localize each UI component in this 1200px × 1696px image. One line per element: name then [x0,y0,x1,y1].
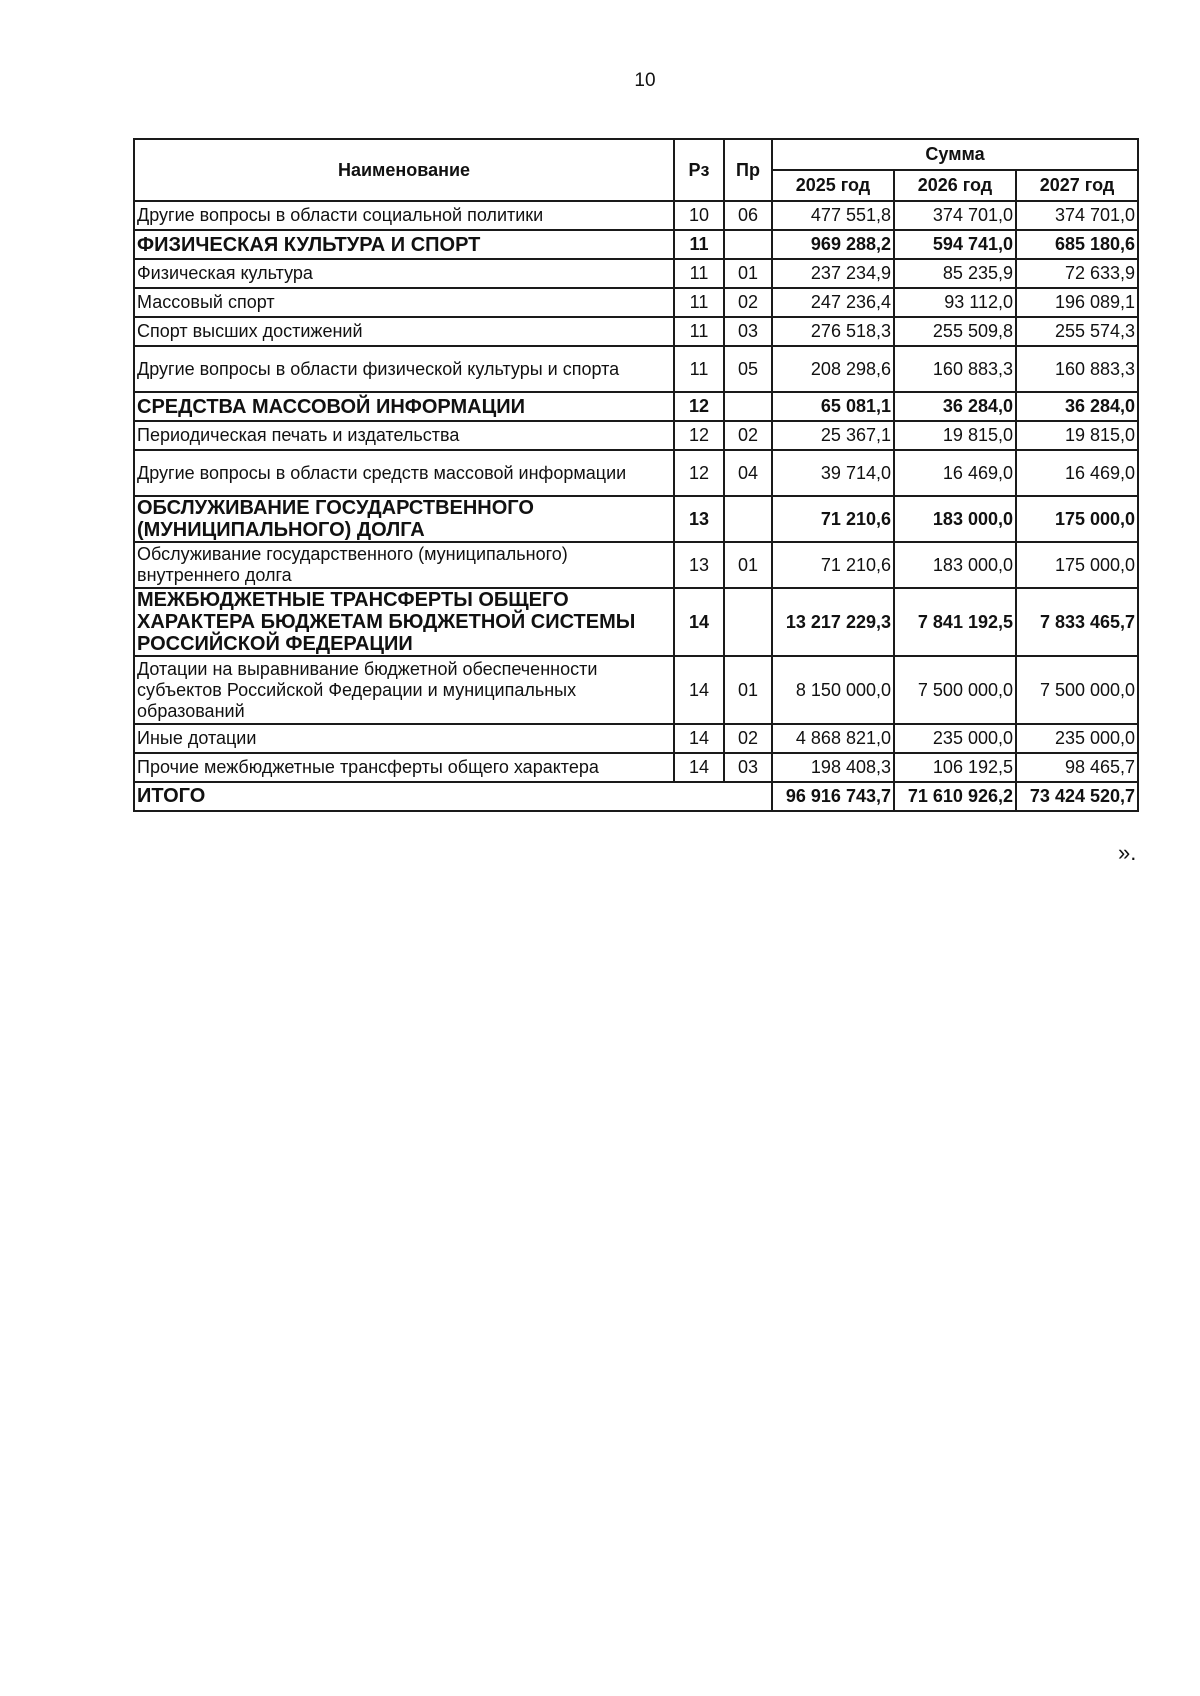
row-rz: 14 [674,656,724,724]
row-rz: 14 [674,588,724,656]
row-value-2025: 39 714,0 [772,450,894,496]
table-row [134,724,1138,753]
row-name: Массовый спорт [134,288,674,317]
row-value-2025: 969 288,2 [772,230,894,259]
row-value-2025: 71 210,6 [772,496,894,542]
section-row [134,496,1138,542]
row-pr: 06 [724,201,772,230]
header-sum: Сумма [772,139,1138,170]
row-name: ФИЗИЧЕСКАЯ КУЛЬТУРА И СПОРТ [134,230,674,259]
row-value-2027: 175 000,0 [1016,542,1138,588]
row-value-2026: 19 815,0 [894,421,1016,450]
row-name: Другие вопросы в области средств массовой информации [134,450,674,496]
table-row [134,542,1138,588]
row-pr: 01 [724,542,772,588]
row-value-2026: 7 841 192,5 [894,588,1016,656]
row-value-2025: 71 210,6 [772,542,894,588]
section-row [134,588,1138,656]
table-header [134,139,1138,201]
row-rz: 12 [674,450,724,496]
row-name: Обслуживание государственного (муниципального) внутреннего долга [134,542,674,588]
row-rz: 14 [674,724,724,753]
total-label: ИТОГО [134,782,772,811]
table-body [134,201,1138,782]
row-rz: 12 [674,421,724,450]
row-value-2027: 196 089,1 [1016,288,1138,317]
row-name: ОБСЛУЖИВАНИЕ ГОСУДАРСТВЕННОГО (МУНИЦИПАЛЬНОГО) ДОЛГА [134,496,674,542]
header-year-2025: 2025 год [772,170,894,201]
row-name: Дотации на выравнивание бюджетной обеспеченности субъектов Российской Федерации и муниципальных образований [134,656,674,724]
header-year-2027: 2027 год [1016,170,1138,201]
total-value-2026: 71 610 926,2 [894,782,1016,811]
row-name: Периодическая печать и издательства [134,421,674,450]
row-value-2025: 8 150 000,0 [772,656,894,724]
row-pr: 02 [724,288,772,317]
row-value-2026: 235 000,0 [894,724,1016,753]
table-row [134,346,1138,392]
section-row [134,230,1138,259]
row-name: Другие вопросы в области социальной политики [134,201,674,230]
row-name: Спорт высших достижений [134,317,674,346]
row-value-2027: 685 180,6 [1016,230,1138,259]
row-rz: 13 [674,542,724,588]
row-value-2026: 255 509,8 [894,317,1016,346]
row-name: СРЕДСТВА МАССОВОЙ ИНФОРМАЦИИ [134,392,674,421]
row-value-2027: 16 469,0 [1016,450,1138,496]
budget-table [133,138,1139,812]
row-value-2026: 36 284,0 [894,392,1016,421]
row-pr [724,588,772,656]
row-value-2027: 7 833 465,7 [1016,588,1138,656]
row-pr [724,392,772,421]
row-rz: 11 [674,317,724,346]
row-value-2026: 160 883,3 [894,346,1016,392]
row-value-2025: 276 518,3 [772,317,894,346]
row-value-2026: 93 112,0 [894,288,1016,317]
row-value-2026: 85 235,9 [894,259,1016,288]
row-name: Прочие межбюджетные трансферты общего характера [134,753,674,782]
row-pr [724,496,772,542]
table-row [134,288,1138,317]
row-value-2025: 237 234,9 [772,259,894,288]
row-rz: 13 [674,496,724,542]
row-value-2027: 255 574,3 [1016,317,1138,346]
row-value-2025: 65 081,1 [772,392,894,421]
total-row [134,782,1138,811]
row-value-2026: 183 000,0 [894,496,1016,542]
row-value-2026: 16 469,0 [894,450,1016,496]
row-value-2025: 4 868 821,0 [772,724,894,753]
table-row [134,450,1138,496]
row-name: Физическая культура [134,259,674,288]
row-rz: 11 [674,288,724,317]
table-row [134,201,1138,230]
row-value-2026: 7 500 000,0 [894,656,1016,724]
total-value-2027: 73 424 520,7 [1016,782,1138,811]
table-row [134,753,1138,782]
row-pr: 02 [724,724,772,753]
row-pr: 02 [724,421,772,450]
row-rz: 12 [674,392,724,421]
table-row [134,656,1138,724]
table-row [134,421,1138,450]
row-name: МЕЖБЮДЖЕТНЫЕ ТРАНСФЕРТЫ ОБЩЕГО ХАРАКТЕРА БЮДЖЕТАМ БЮДЖЕТНОЙ СИСТЕМЫ РОССИЙСКОЙ ФЕДЕРАЦИИ [134,588,674,656]
row-value-2025: 25 367,1 [772,421,894,450]
row-rz: 11 [674,346,724,392]
row-value-2026: 594 741,0 [894,230,1016,259]
row-value-2027: 235 000,0 [1016,724,1138,753]
row-value-2026: 106 192,5 [894,753,1016,782]
row-rz: 10 [674,201,724,230]
row-value-2025: 198 408,3 [772,753,894,782]
row-pr: 01 [724,259,772,288]
row-name: Иные дотации [134,724,674,753]
total-value-2025: 96 916 743,7 [772,782,894,811]
row-pr: 04 [724,450,772,496]
section-row [134,392,1138,421]
header-name: Наименование [134,139,674,201]
header-rz: Рз [674,139,724,201]
row-value-2026: 374 701,0 [894,201,1016,230]
row-value-2025: 208 298,6 [772,346,894,392]
row-rz: 11 [674,259,724,288]
row-value-2025: 477 551,8 [772,201,894,230]
row-value-2027: 160 883,3 [1016,346,1138,392]
row-value-2027: 98 465,7 [1016,753,1138,782]
row-value-2027: 374 701,0 [1016,201,1138,230]
row-pr [724,230,772,259]
row-value-2026: 183 000,0 [894,542,1016,588]
row-value-2025: 247 236,4 [772,288,894,317]
row-pr: 01 [724,656,772,724]
table-row [134,259,1138,288]
header-pr: Пр [724,139,772,201]
row-value-2027: 175 000,0 [1016,496,1138,542]
row-pr: 05 [724,346,772,392]
row-pr: 03 [724,317,772,346]
row-rz: 14 [674,753,724,782]
page-number: 10 [634,70,656,91]
row-value-2027: 36 284,0 [1016,392,1138,421]
row-value-2027: 7 500 000,0 [1016,656,1138,724]
row-name: Другие вопросы в области физической культуры и спорта [134,346,674,392]
closing-mark: ». [1118,840,1137,865]
row-value-2025: 13 217 229,3 [772,588,894,656]
table-row [134,317,1138,346]
row-rz: 11 [674,230,724,259]
row-pr: 03 [724,753,772,782]
row-value-2027: 19 815,0 [1016,421,1138,450]
row-value-2027: 72 633,9 [1016,259,1138,288]
header-year-2026: 2026 год [894,170,1016,201]
